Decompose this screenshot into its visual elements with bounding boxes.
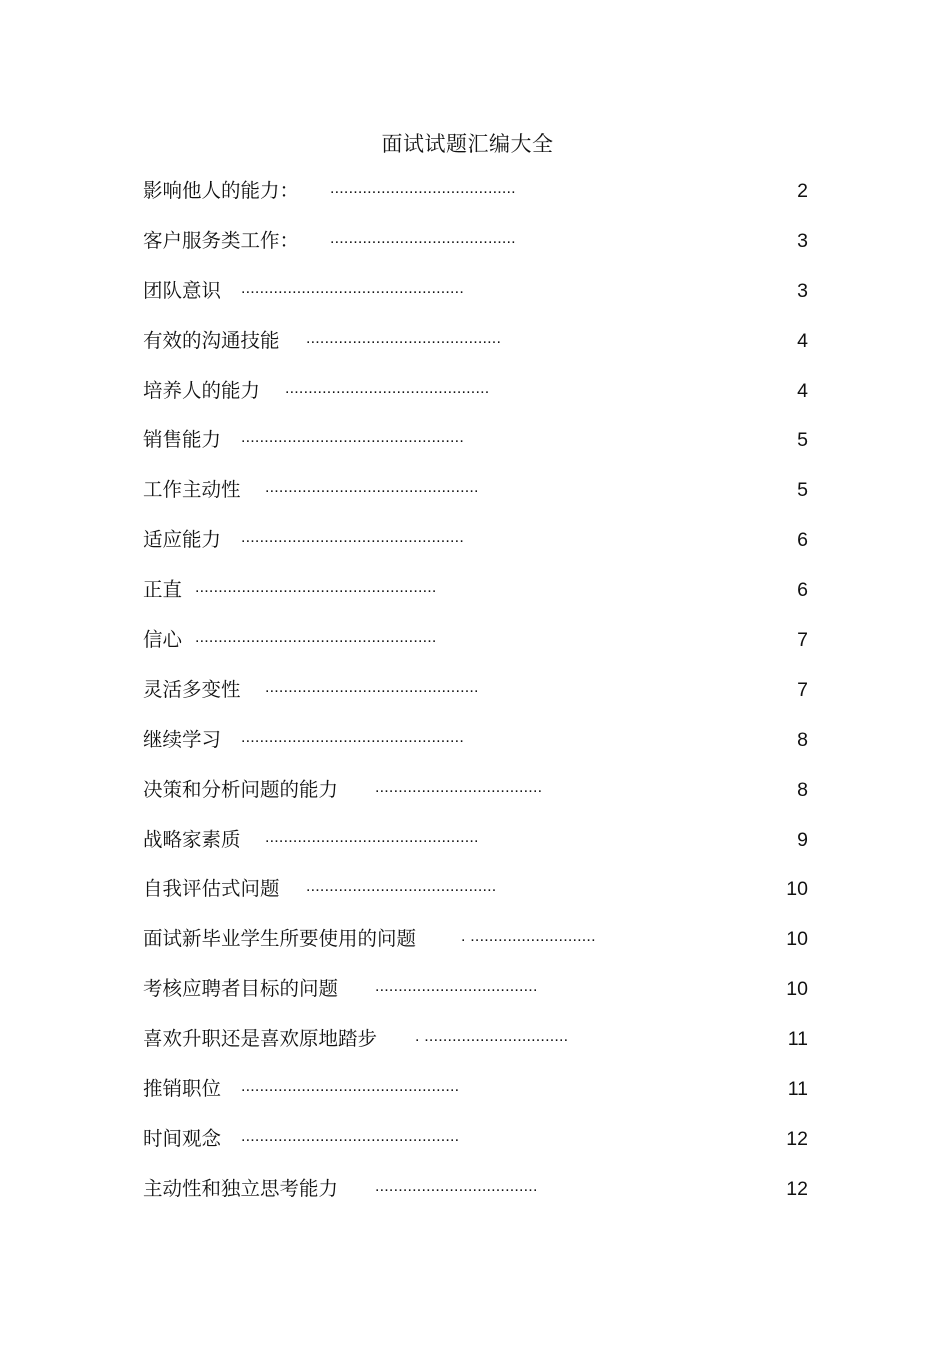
toc-entry-label: 自我评估式问题	[143, 877, 280, 901]
toc-entry-label: 工作主动性	[143, 478, 241, 502]
toc-entry-label: 决策和分析问题的能力	[143, 777, 339, 801]
toc-entry[interactable]	[143, 415, 808, 465]
toc-entry-label: 时间观念	[143, 1126, 222, 1150]
toc-entry-label: 信心	[143, 628, 183, 652]
toc-entry[interactable]	[143, 515, 808, 565]
toc-dot-leader: ........................................	[330, 180, 516, 197]
toc-entry[interactable]	[143, 715, 808, 765]
toc-entry[interactable]	[143, 266, 808, 316]
toc-dot-leader: ............................................	[285, 379, 490, 397]
toc-entry[interactable]	[143, 1114, 808, 1164]
toc-page-number: 6	[797, 579, 808, 602]
toc-page-number: 3	[797, 279, 808, 302]
toc-page-number: 8	[797, 728, 808, 751]
toc-entry-label: 销售能力	[143, 428, 222, 452]
toc-page-number: 2	[797, 180, 808, 202]
toc-dot-leader: ..............................................	[265, 828, 479, 846]
table-of-contents	[143, 166, 808, 1214]
toc-page-number: 11	[787, 1078, 808, 1101]
toc-page-number: 10	[786, 878, 808, 901]
toc-dot-leader: . ...............................	[415, 1028, 569, 1046]
toc-entry-label: 喜欢升职还是喜欢原地踏步	[143, 1027, 378, 1051]
toc-page-number: 7	[797, 678, 808, 701]
toc-entry[interactable]	[143, 166, 808, 216]
toc-page-number: 4	[797, 379, 808, 402]
toc-dot-leader: ....................................................	[195, 579, 437, 597]
toc-entry[interactable]	[143, 465, 808, 515]
toc-entry[interactable]	[143, 914, 808, 964]
toc-entry[interactable]	[143, 665, 808, 715]
toc-entry[interactable]	[143, 366, 808, 416]
toc-dot-leader: .........................................	[306, 878, 497, 896]
toc-dot-leader: ...................................	[375, 978, 538, 996]
toc-entry[interactable]	[143, 565, 808, 615]
toc-entry-label: 面试新毕业学生所要使用的问题	[143, 927, 417, 951]
toc-page-number: 4	[797, 329, 808, 352]
toc-entry[interactable]	[143, 964, 808, 1014]
toc-entry-label: 考核应聘者目标的问题	[143, 977, 339, 1001]
toc-dot-leader: . ...........................	[461, 928, 596, 946]
toc-entry[interactable]	[143, 1014, 808, 1064]
toc-dot-leader: ................................................	[241, 279, 464, 297]
toc-page-number: 11	[787, 1028, 808, 1051]
toc-dot-leader: ...............................................	[241, 1078, 460, 1096]
toc-entry-label: 影响他人的能力：	[143, 179, 300, 202]
toc-page-number: 10	[786, 978, 808, 1001]
toc-dot-leader: ................................................	[241, 529, 464, 547]
toc-entry[interactable]	[143, 765, 808, 815]
toc-entry-label: 主动性和独立思考能力	[143, 1176, 339, 1200]
toc-dot-leader: ..........................................	[306, 329, 502, 347]
toc-page-number: 10	[786, 928, 808, 951]
toc-entry-label: 团队意识	[143, 278, 222, 302]
toc-page-number: 12	[786, 1177, 808, 1200]
toc-page-number: 3	[797, 229, 808, 252]
toc-page-number: 6	[797, 529, 808, 552]
toc-entry[interactable]	[143, 1064, 808, 1114]
toc-entry[interactable]	[143, 864, 808, 914]
toc-page-number: 12	[786, 1127, 808, 1150]
toc-entry-label: 培养人的能力	[143, 378, 261, 402]
toc-entry-label: 灵活多变性	[143, 677, 241, 701]
toc-dot-leader: ....................................................	[195, 629, 437, 647]
toc-entry-label: 推销职位	[143, 1077, 222, 1101]
toc-dot-leader: ...............................................	[241, 1127, 460, 1145]
toc-entry-label: 有效的沟通技能	[143, 328, 280, 352]
toc-dot-leader: ................................................	[241, 728, 464, 746]
toc-entry-label: 继续学习	[143, 727, 222, 751]
toc-entry-label: 适应能力	[143, 528, 222, 552]
toc-page-number: 5	[797, 429, 808, 452]
toc-dot-leader: ....................................	[375, 778, 543, 796]
toc-entry[interactable]	[143, 216, 808, 266]
toc-dot-leader: ................................................	[241, 429, 464, 447]
toc-dot-leader: ........................................	[330, 229, 516, 247]
toc-entry[interactable]	[143, 815, 808, 865]
toc-entry[interactable]	[143, 615, 808, 665]
toc-page-number: 8	[797, 778, 808, 801]
toc-entry[interactable]	[143, 1164, 808, 1214]
toc-page-number: 9	[797, 828, 808, 851]
toc-page-number: 5	[797, 479, 808, 502]
toc-dot-leader: ..............................................	[265, 678, 479, 696]
toc-page-number: 7	[797, 629, 808, 652]
toc-entry-label: 正直	[143, 578, 183, 602]
toc-entry[interactable]	[143, 316, 808, 366]
toc-entry-label: 客户服务类工作：	[143, 228, 300, 252]
toc-entry-label: 战略家素质	[143, 827, 241, 851]
toc-dot-leader: ...................................	[375, 1177, 538, 1195]
toc-dot-leader: ..............................................	[265, 479, 479, 497]
document-title: 面试试题汇编大全	[381, 132, 554, 156]
